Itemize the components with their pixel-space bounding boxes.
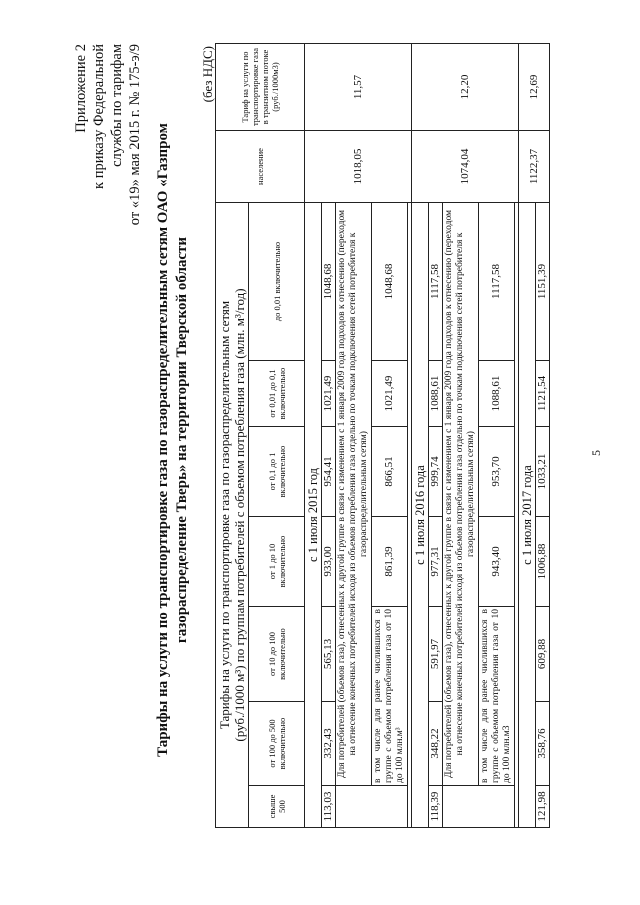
value-cell: 591,97 [429,607,443,702]
value-cell: 861,39 [372,517,408,607]
header-main-line-1: Тарифы на услуги по транспортировке газа по газораспределительным сетям [217,300,232,730]
period-row [412,44,429,828]
value-cell: 1021,49 [372,361,408,427]
period-label: с 1 июля 2017 года [519,203,536,828]
header-col-2: от 100 до 500 включительно [249,702,305,786]
tariff-table [215,43,550,828]
value-cell: 121,98 [536,786,550,828]
appendix-line-1: Приложение 2 [73,44,89,133]
value-cell: 943,40 [479,517,515,607]
transit-value: 11,57 [305,44,412,131]
header-population: население [216,131,305,203]
value-cell: 113,03 [322,786,336,828]
header-col-5: от 0,1 до 1 включительно [249,427,305,517]
document-title [154,40,192,840]
value-cell: 999,74 [429,427,443,517]
value-cell: 933,00 [322,517,336,607]
header-transit: Тариф на услуги по транспортировке газа в транзитном потоке (руб./1000м3) [216,44,305,131]
value-cell: 565,13 [322,607,336,702]
header-row-main [216,44,249,828]
value-cell: 977,31 [429,517,443,607]
value-cell: 1121,54 [536,361,550,427]
period-label: с 1 июля 2016 года [412,203,429,828]
population-value: 1122,37 [519,131,550,203]
sub-label: в том числе для ранее числившихся в группе с объемом потребления газа от 10 до 100 млн.м³ [372,607,408,786]
value-cell: 954,41 [322,427,336,517]
page-number: 5 [589,450,603,456]
header-main-line-2: (руб./1000 м³) по группам потребителей с объемом потребления газа (млн. м³/год) [232,288,247,742]
value-cell: 332,43 [322,702,336,786]
appendix-line-3: службы по тарифам [109,44,125,167]
appendix-block [72,44,144,225]
appendix-line-4: от «19» мая 2015 г. № 175-э/9 [127,44,143,226]
title-line-2: газораспределение Тверь» на территории Тверской области [174,236,190,644]
empty-cell [443,786,515,828]
empty-cell [336,786,408,828]
value-cell: 1048,68 [322,203,336,361]
value-cell: 1021,49 [322,361,336,427]
value-cell: 1048,68 [372,203,408,361]
value-cell: 118,39 [429,786,443,828]
vat-note: (без НДС) [200,46,215,103]
population-value: 1018,05 [305,131,412,203]
header-col-6: от 0,01 до 0,1 включительно [249,361,305,427]
value-cell: 1117,58 [479,203,515,361]
value-cell: 1117,58 [429,203,443,361]
value-cell: 1088,61 [429,361,443,427]
value-cell: 1088,61 [479,361,515,427]
header-col-3: от 10 до 100 включительно [249,607,305,702]
header-main [216,203,249,828]
value-cell: 866,51 [372,427,408,517]
transit-value: 12,20 [412,44,519,131]
period-label: с 1 июля 2015 год [305,203,322,828]
period-row [519,44,536,828]
value-cell: 953,70 [479,427,515,517]
sub-label: в том числе для ранее числившихся в группе с объемом потребления газа от 10 до 100 млн.м3 [479,607,515,786]
transit-value: 12,69 [519,44,550,131]
value-cell: 609,88 [536,607,550,702]
appendix-line-2: к приказу Федеральной [91,44,107,189]
title-line-1: Тарифы на услуги по транспортировке газа по газораспределительным сетям ОАО «Газпром [155,123,171,757]
value-cell: 1006,88 [536,517,550,607]
value-cell: 348,22 [429,702,443,786]
note-text: Для потребителей (объемов газа), отнесенных к другой группе в связи с изменением с 1 января 2009 года подходов к отнесению (переходом на отнесение конечных потребителей исходя из объемов потребления газа отдельно по точкам подключения сетей потребителя к газораспределительным сетям) [336,203,372,786]
value-cell: 1033,21 [536,427,550,517]
header-col-1: свыше 500 [249,786,305,828]
header-col-4: от 1 до 10 включительно [249,517,305,607]
population-value: 1074,04 [412,131,519,203]
period-row [305,44,322,828]
value-cell: 358,76 [536,702,550,786]
rotated-page [50,40,610,840]
header-col-7: до 0,01 включительно [249,203,305,361]
note-text: Для потребителей (объемов газа), отнесенных к другой группе в связи с изменением с 1 января 2009 года подходов к отнесению (переходом на отнесение конечных потребителей исходя из объемов потребления газа отдельно по точкам подключения сетей потребителя к газораспределительным сетям) [443,203,479,786]
value-cell: 1151,39 [536,203,550,361]
